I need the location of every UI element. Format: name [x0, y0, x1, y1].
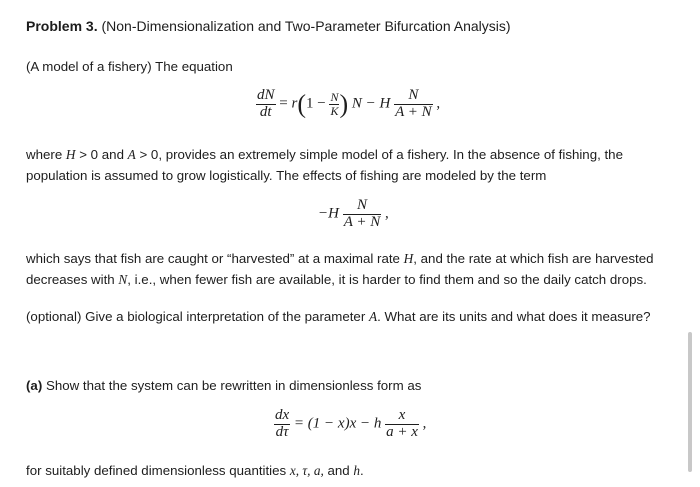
- vertical-scrollbar[interactable]: [688, 332, 692, 472]
- part-a-label: (a): [26, 378, 43, 393]
- fishery-equation: $\frac{dN}{dt}$ = r(1 − $\frac{N}{K}$ ) N − H $\frac{N}{A + N}$ ,: [257, 87, 441, 120]
- n-over-k-fraction: $\frac{N}{K}$: [330, 90, 339, 118]
- part-a-prompt: (a) Show that the system can be rewritten in dimensionless form as: [26, 378, 422, 393]
- para2-line1: which says that fish are caught or “harvested” at a maximal rate H, and the rate at which fish are harvested: [26, 251, 654, 266]
- dimensionless-equation: $\frac{dx}{d\tau}$ = (1 − x)x − h $\frac{x}{a + x}$ ,: [275, 407, 427, 440]
- harvest-term-fraction: $\frac{N}{A + N}$: [343, 197, 381, 230]
- dn-dt-fraction: $\frac{dN}{dt}$: [257, 87, 275, 120]
- problem-heading: [26, 17, 511, 36]
- dx-dtau-fraction: $\frac{dx}{d\tau}$: [275, 407, 290, 440]
- closing-line: for suitably defined dimensionless quantities x, τ, a, and h.: [26, 463, 364, 478]
- para1-line2: population is assumed to grow logistically. The effects of fishing are modeled by the term: [26, 168, 547, 183]
- problem-title: (Non-Dimensionalization and Two-Parameter Bifurcation Analysis): [101, 18, 511, 34]
- problem-number: Problem 3.: [26, 18, 98, 34]
- optional-question: (optional) Give a biological interpretation of the parameter A. What are its units and what does it measure?: [26, 309, 651, 324]
- dimensionless-harvest-fraction: $\frac{x}{a + x}$: [386, 407, 418, 440]
- harvest-fraction: $\frac{N}{A + N}$: [395, 87, 432, 120]
- para1-line1: where H > 0 and A > 0, provides an extremely simple model of a fishery. In the absence of fishing, the: [26, 147, 623, 162]
- para2-line2: decreases with N, i.e., when fewer fish are available, it is harder to find them and so the daily catch drops.: [26, 272, 647, 287]
- intro-text: (A model of a fishery) The equation: [26, 59, 233, 74]
- harvest-term-equation: −H $\frac{N}{A + N}$ ,: [318, 197, 389, 230]
